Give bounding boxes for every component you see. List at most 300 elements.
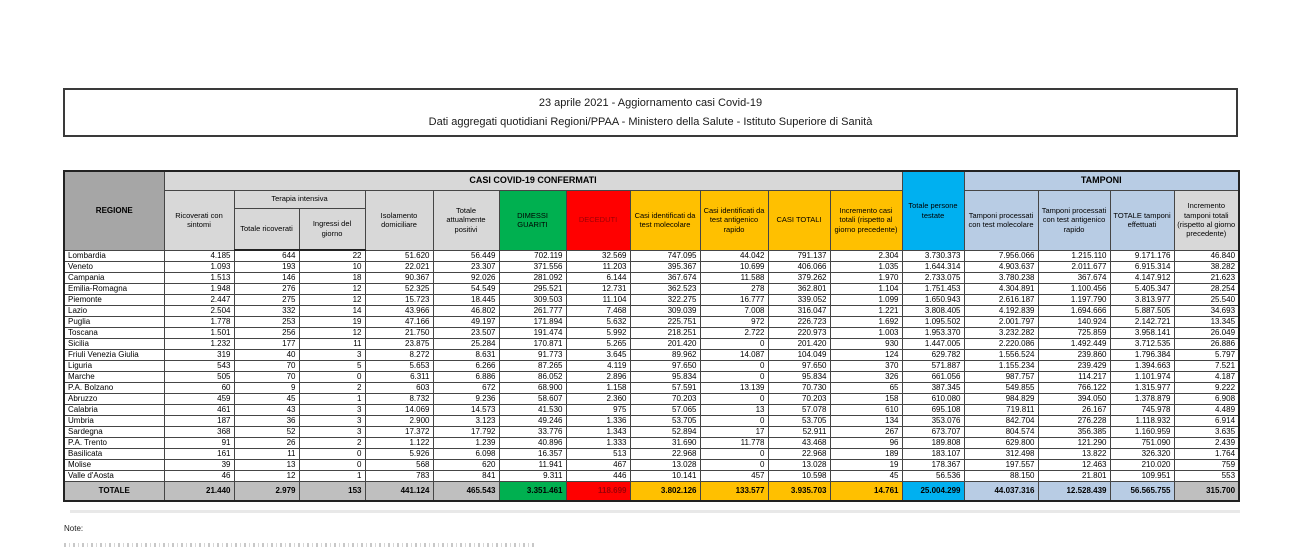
cell-ricoverati-con-sintomi: 2.447 — [164, 294, 234, 305]
cell-terapia-intensiva-totale: 52 — [234, 426, 299, 437]
cell-casi-totali: 70.203 — [768, 393, 830, 404]
cell-incremento-casi-totali: 2.304 — [830, 250, 902, 261]
column-header-casi-antigenico: Casi identificati da test antigenico rapido — [700, 190, 768, 250]
totale-attualmente-positivi: 465.543 — [433, 481, 499, 501]
cell-dimessi-guariti: 16.357 — [499, 448, 566, 459]
cell-tamponi-test-molecolare: 3.780.238 — [964, 272, 1038, 283]
cell-totale-tamponi: 6.915.314 — [1110, 261, 1174, 272]
report-date-title: 23 aprile 2021 - Aggiornamento casi Covid-19 — [538, 97, 763, 109]
cell-casi-test-antigenico: 278 — [700, 283, 768, 294]
table-row — [64, 349, 1239, 360]
group-header-casi-confermati: CASI COVID-19 CONFERMATI — [164, 171, 902, 190]
column-header-tamponi-antigenico: Tamponi processati con test antigenico rapido — [1038, 190, 1110, 250]
cell-incremento-tamponi: 26.049 — [1174, 327, 1239, 338]
cell-casi-test-molecolare: 53.705 — [630, 415, 700, 426]
cell-totale-attualmente-positivi: 841 — [433, 470, 499, 481]
cell-tamponi-test-molecolare: 4.304.891 — [964, 283, 1038, 294]
totale-casi-antigenico: 133.577 — [700, 481, 768, 501]
cell-totale-tamponi: 3.813.977 — [1110, 294, 1174, 305]
cell-casi-totali: 52.911 — [768, 426, 830, 437]
cell-terapia-intensiva-totale: 70 — [234, 371, 299, 382]
region-name: Marche — [64, 371, 164, 382]
cell-totale-attualmente-positivi: 6.266 — [433, 360, 499, 371]
column-header-ricoverati: Ricoverati con sintomi — [164, 190, 234, 250]
region-name: Friuli Venezia Giulia — [64, 349, 164, 360]
region-name: Toscana — [64, 327, 164, 338]
cell-isolamento-domiciliare: 17.372 — [365, 426, 433, 437]
cell-incremento-casi-totali: 1.099 — [830, 294, 902, 305]
cell-casi-test-antigenico: 13 — [700, 404, 768, 415]
column-header-tamponi-molecolare: Tamponi processati con test molecolare — [964, 190, 1038, 250]
cell-terapia-intensiva-totale: 256 — [234, 327, 299, 338]
cell-dimessi-guariti: 309.503 — [499, 294, 566, 305]
column-header-ti-ingressi: Ingressi del giorno — [299, 208, 365, 250]
cell-terapia-intensiva-ingressi: 0 — [299, 448, 365, 459]
cell-ricoverati-con-sintomi: 2.504 — [164, 305, 234, 316]
cell-incremento-casi-totali: 124 — [830, 349, 902, 360]
region-name: Abruzzo — [64, 393, 164, 404]
covid-table-container — [63, 170, 1240, 502]
cell-isolamento-domiciliare: 8.732 — [365, 393, 433, 404]
table-row — [64, 316, 1239, 327]
cell-isolamento-domiciliare: 47.166 — [365, 316, 433, 327]
region-name: Veneto — [64, 261, 164, 272]
cell-casi-test-antigenico: 17 — [700, 426, 768, 437]
totale-isolamento: 441.124 — [365, 481, 433, 501]
cell-ricoverati-con-sintomi: 1.093 — [164, 261, 234, 272]
cell-tamponi-test-molecolare: 549.855 — [964, 382, 1038, 393]
cell-terapia-intensiva-ingressi: 0 — [299, 371, 365, 382]
cell-tamponi-test-antigenico: 239.860 — [1038, 349, 1110, 360]
cell-dimessi-guariti: 371.556 — [499, 261, 566, 272]
cell-tamponi-test-molecolare: 629.800 — [964, 437, 1038, 448]
cell-incremento-casi-totali: 267 — [830, 426, 902, 437]
cell-casi-totali: 339.052 — [768, 294, 830, 305]
cell-totale-persone-testate: 178.367 — [902, 459, 964, 470]
cell-isolamento-domiciliare: 783 — [365, 470, 433, 481]
cell-ricoverati-con-sintomi: 1.513 — [164, 272, 234, 283]
column-header-isolamento: Isolamento domiciliare — [365, 190, 433, 250]
cell-deceduti: 446 — [566, 470, 630, 481]
totale-persone-testate: 25.004.299 — [902, 481, 964, 501]
region-name: Basilicata — [64, 448, 164, 459]
cell-totale-attualmente-positivi: 14.573 — [433, 404, 499, 415]
cell-deceduti: 2.360 — [566, 393, 630, 404]
cell-ricoverati-con-sintomi: 1.948 — [164, 283, 234, 294]
cell-totale-persone-testate: 353.076 — [902, 415, 964, 426]
cell-casi-totali: 316.047 — [768, 305, 830, 316]
cell-incremento-casi-totali: 134 — [830, 415, 902, 426]
cell-ricoverati-con-sintomi: 4.185 — [164, 250, 234, 261]
cell-deceduti: 6.144 — [566, 272, 630, 283]
cell-casi-test-antigenico: 13.139 — [700, 382, 768, 393]
table-row — [64, 415, 1239, 426]
cell-casi-totali: 70.730 — [768, 382, 830, 393]
cell-casi-test-molecolare: 89.962 — [630, 349, 700, 360]
cell-incremento-casi-totali: 96 — [830, 437, 902, 448]
cell-totale-tamponi: 1.315.977 — [1110, 382, 1174, 393]
cell-isolamento-domiciliare: 15.723 — [365, 294, 433, 305]
cell-ricoverati-con-sintomi: 505 — [164, 371, 234, 382]
cell-ricoverati-con-sintomi: 1.232 — [164, 338, 234, 349]
table-row — [64, 305, 1239, 316]
cell-terapia-intensiva-ingressi: 1 — [299, 393, 365, 404]
cell-casi-totali: 104.049 — [768, 349, 830, 360]
cell-totale-tamponi: 745.978 — [1110, 404, 1174, 415]
cell-incremento-casi-totali: 1.003 — [830, 327, 902, 338]
totale-dimessi-guariti: 3.351.461 — [499, 481, 566, 501]
cell-terapia-intensiva-ingressi: 12 — [299, 294, 365, 305]
region-name: Lombardia — [64, 250, 164, 261]
column-header-incremento-tamponi: Incremento tamponi totali (rispetto al giorno precedente) — [1174, 190, 1239, 250]
cell-isolamento-domiciliare: 52.325 — [365, 283, 433, 294]
cell-casi-test-antigenico: 16.777 — [700, 294, 768, 305]
cell-terapia-intensiva-ingressi: 12 — [299, 327, 365, 338]
cell-dimessi-guariti: 295.521 — [499, 283, 566, 294]
truncated-footnote-line — [64, 543, 534, 547]
cell-incremento-tamponi: 13.345 — [1174, 316, 1239, 327]
cell-casi-test-molecolare: 97.650 — [630, 360, 700, 371]
cell-deceduti: 1.158 — [566, 382, 630, 393]
table-row — [64, 294, 1239, 305]
cell-isolamento-domiciliare: 5.653 — [365, 360, 433, 371]
totale-terapia-intensiva: 2.979 — [234, 481, 299, 501]
cell-tamponi-test-antigenico: 1.100.456 — [1038, 283, 1110, 294]
cell-casi-totali: 43.468 — [768, 437, 830, 448]
cell-terapia-intensiva-totale: 12 — [234, 470, 299, 481]
cell-isolamento-domiciliare: 603 — [365, 382, 433, 393]
cell-totale-attualmente-positivi: 54.549 — [433, 283, 499, 294]
cell-ricoverati-con-sintomi: 461 — [164, 404, 234, 415]
cell-tamponi-test-antigenico: 276.228 — [1038, 415, 1110, 426]
cell-casi-totali: 226.723 — [768, 316, 830, 327]
table-row — [64, 404, 1239, 415]
cell-totale-attualmente-positivi: 46.802 — [433, 305, 499, 316]
cell-deceduti: 3.645 — [566, 349, 630, 360]
region-name: Sardegna — [64, 426, 164, 437]
cell-tamponi-test-antigenico: 725.859 — [1038, 327, 1110, 338]
cell-totale-tamponi: 5.887.505 — [1110, 305, 1174, 316]
cell-ricoverati-con-sintomi: 161 — [164, 448, 234, 459]
cell-incremento-tamponi: 26.886 — [1174, 338, 1239, 349]
cell-totale-tamponi: 326.320 — [1110, 448, 1174, 459]
cell-totale-persone-testate: 189.808 — [902, 437, 964, 448]
table-row — [64, 426, 1239, 437]
column-header-attualmente-positivi: Totale attualmente positivi — [433, 190, 499, 250]
region-name: Molise — [64, 459, 164, 470]
cell-dimessi-guariti: 68.900 — [499, 382, 566, 393]
cell-totale-tamponi: 1.160.959 — [1110, 426, 1174, 437]
cell-deceduti: 7.468 — [566, 305, 630, 316]
cell-tamponi-test-molecolare: 3.232.282 — [964, 327, 1038, 338]
cell-dimessi-guariti: 33.776 — [499, 426, 566, 437]
cell-incremento-tamponi: 28.254 — [1174, 283, 1239, 294]
cell-tamponi-test-antigenico: 12.463 — [1038, 459, 1110, 470]
cell-terapia-intensiva-totale: 177 — [234, 338, 299, 349]
cell-dimessi-guariti: 281.092 — [499, 272, 566, 283]
table-row — [64, 261, 1239, 272]
cell-totale-attualmente-positivi: 8.631 — [433, 349, 499, 360]
table-row — [64, 250, 1239, 261]
cell-totale-tamponi: 1.378.879 — [1110, 393, 1174, 404]
cell-totale-persone-testate: 571.887 — [902, 360, 964, 371]
cell-totale-persone-testate: 3.808.405 — [902, 305, 964, 316]
cell-tamponi-test-molecolare: 4.192.839 — [964, 305, 1038, 316]
cell-terapia-intensiva-totale: 11 — [234, 448, 299, 459]
totale-label: TOTALE — [64, 481, 164, 501]
cell-totale-tamponi: 3.712.535 — [1110, 338, 1174, 349]
column-header-casi-molecolare: Casi identificati da test molecolare — [630, 190, 700, 250]
table-drop-shadow — [70, 510, 1240, 513]
cell-terapia-intensiva-totale: 276 — [234, 283, 299, 294]
table-row — [64, 272, 1239, 283]
cell-deceduti: 467 — [566, 459, 630, 470]
cell-totale-persone-testate: 1.650.943 — [902, 294, 964, 305]
cell-casi-test-molecolare: 322.275 — [630, 294, 700, 305]
cell-tamponi-test-antigenico: 114.217 — [1038, 371, 1110, 382]
table-row — [64, 459, 1239, 470]
cell-incremento-tamponi: 4.187 — [1174, 371, 1239, 382]
cell-totale-attualmente-positivi: 6.098 — [433, 448, 499, 459]
cell-incremento-casi-totali: 158 — [830, 393, 902, 404]
cell-deceduti: 12.731 — [566, 283, 630, 294]
cell-casi-totali: 95.834 — [768, 371, 830, 382]
cell-casi-test-antigenico: 0 — [700, 459, 768, 470]
cell-totale-tamponi: 3.958.141 — [1110, 327, 1174, 338]
cell-deceduti: 11.203 — [566, 261, 630, 272]
cell-terapia-intensiva-totale: 43 — [234, 404, 299, 415]
cell-isolamento-domiciliare: 22.021 — [365, 261, 433, 272]
cell-isolamento-domiciliare: 6.311 — [365, 371, 433, 382]
cell-casi-test-molecolare: 367.674 — [630, 272, 700, 283]
cell-incremento-tamponi: 9.222 — [1174, 382, 1239, 393]
cell-ricoverati-con-sintomi: 91 — [164, 437, 234, 448]
cell-tamponi-test-molecolare: 2.001.797 — [964, 316, 1038, 327]
cell-casi-test-antigenico: 0 — [700, 393, 768, 404]
cell-totale-attualmente-positivi: 9.236 — [433, 393, 499, 404]
cell-totale-tamponi: 109.951 — [1110, 470, 1174, 481]
cell-casi-test-antigenico: 457 — [700, 470, 768, 481]
column-header-casi-totali: CASI TOTALI — [768, 190, 830, 250]
cell-casi-test-antigenico: 14.087 — [700, 349, 768, 360]
cell-terapia-intensiva-ingressi: 2 — [299, 382, 365, 393]
totale-tamponi-molecolare: 44.037.316 — [964, 481, 1038, 501]
cell-totale-persone-testate: 1.095.502 — [902, 316, 964, 327]
cell-terapia-intensiva-totale: 13 — [234, 459, 299, 470]
cell-tamponi-test-antigenico: 26.167 — [1038, 404, 1110, 415]
cell-casi-totali: 10.598 — [768, 470, 830, 481]
cell-terapia-intensiva-totale: 9 — [234, 382, 299, 393]
cell-terapia-intensiva-totale: 36 — [234, 415, 299, 426]
cell-casi-test-molecolare: 31.690 — [630, 437, 700, 448]
cell-totale-attualmente-positivi: 3.123 — [433, 415, 499, 426]
cell-tamponi-test-molecolare: 987.757 — [964, 371, 1038, 382]
cell-isolamento-domiciliare: 568 — [365, 459, 433, 470]
cell-deceduti: 5.632 — [566, 316, 630, 327]
table-row — [64, 393, 1239, 404]
cell-incremento-tamponi: 46.840 — [1174, 250, 1239, 261]
cell-terapia-intensiva-totale: 644 — [234, 250, 299, 261]
cell-casi-test-molecolare: 57.591 — [630, 382, 700, 393]
cell-totale-attualmente-positivi: 25.284 — [433, 338, 499, 349]
totale-incremento-casi: 14.761 — [830, 481, 902, 501]
region-name: P.A. Bolzano — [64, 382, 164, 393]
cell-incremento-casi-totali: 370 — [830, 360, 902, 371]
covid-data-table — [63, 170, 1240, 502]
column-header-ti-totale: Totale ricoverati — [234, 208, 299, 250]
cell-deceduti: 4.119 — [566, 360, 630, 371]
cell-ricoverati-con-sintomi: 543 — [164, 360, 234, 371]
cell-totale-attualmente-positivi: 620 — [433, 459, 499, 470]
region-name: P.A. Trento — [64, 437, 164, 448]
cell-tamponi-test-molecolare: 197.557 — [964, 459, 1038, 470]
cell-terapia-intensiva-ingressi: 3 — [299, 404, 365, 415]
cell-tamponi-test-antigenico: 1.215.110 — [1038, 250, 1110, 261]
cell-terapia-intensiva-totale: 332 — [234, 305, 299, 316]
cell-totale-tamponi: 1.118.932 — [1110, 415, 1174, 426]
cell-casi-test-antigenico: 0 — [700, 371, 768, 382]
region-name: Umbria — [64, 415, 164, 426]
totale-tamponi-antigenico: 12.528.439 — [1038, 481, 1110, 501]
column-header-dimessi-guariti: DIMESSI GUARITI — [499, 190, 566, 250]
cell-deceduti: 5.992 — [566, 327, 630, 338]
cell-ricoverati-con-sintomi: 60 — [164, 382, 234, 393]
cell-casi-test-antigenico: 0 — [700, 448, 768, 459]
cell-incremento-casi-totali: 1.692 — [830, 316, 902, 327]
cell-deceduti: 975 — [566, 404, 630, 415]
column-header-persone-testate: Totale persone testate — [902, 171, 964, 250]
cell-deceduti: 5.265 — [566, 338, 630, 349]
cell-casi-test-antigenico: 0 — [700, 360, 768, 371]
totale-ricoverati: 21.440 — [164, 481, 234, 501]
cell-incremento-tamponi: 34.693 — [1174, 305, 1239, 316]
cell-casi-test-antigenico: 2.722 — [700, 327, 768, 338]
cell-totale-persone-testate: 1.751.453 — [902, 283, 964, 294]
cell-incremento-casi-totali: 1.035 — [830, 261, 902, 272]
cell-terapia-intensiva-ingressi: 19 — [299, 316, 365, 327]
cell-tamponi-test-antigenico: 1.197.790 — [1038, 294, 1110, 305]
cell-incremento-tamponi: 21.623 — [1174, 272, 1239, 283]
cell-ricoverati-con-sintomi: 368 — [164, 426, 234, 437]
cell-casi-totali: 22.968 — [768, 448, 830, 459]
cell-tamponi-test-antigenico: 1.492.449 — [1038, 338, 1110, 349]
cell-casi-test-antigenico: 0 — [700, 415, 768, 426]
cell-totale-attualmente-positivi: 49.197 — [433, 316, 499, 327]
cell-terapia-intensiva-ingressi: 5 — [299, 360, 365, 371]
cell-totale-tamponi: 1.796.384 — [1110, 349, 1174, 360]
cell-tamponi-test-molecolare: 719.811 — [964, 404, 1038, 415]
cell-deceduti: 1.343 — [566, 426, 630, 437]
cell-casi-totali: 379.262 — [768, 272, 830, 283]
cell-ricoverati-con-sintomi: 39 — [164, 459, 234, 470]
cell-totale-tamponi: 5.405.347 — [1110, 283, 1174, 294]
table-body — [64, 250, 1239, 481]
cell-isolamento-domiciliare: 23.875 — [365, 338, 433, 349]
cell-tamponi-test-antigenico: 239.429 — [1038, 360, 1110, 371]
cell-ricoverati-con-sintomi: 1.501 — [164, 327, 234, 338]
report-source-subtitle: Dati aggregati quotidiani Regioni/PPAA - Ministero della Salute - Istituto Superiore di Sanità — [428, 116, 873, 128]
cell-casi-test-antigenico: 972 — [700, 316, 768, 327]
table-row — [64, 470, 1239, 481]
cell-dimessi-guariti: 261.777 — [499, 305, 566, 316]
cell-dimessi-guariti: 170.871 — [499, 338, 566, 349]
cell-casi-test-antigenico: 44.042 — [700, 250, 768, 261]
cell-terapia-intensiva-totale: 253 — [234, 316, 299, 327]
totale-totale-tamponi: 56.565.755 — [1110, 481, 1174, 501]
cell-tamponi-test-molecolare: 4.903.637 — [964, 261, 1038, 272]
cell-isolamento-domiciliare: 5.926 — [365, 448, 433, 459]
cell-incremento-casi-totali: 65 — [830, 382, 902, 393]
cell-incremento-tamponi: 38.282 — [1174, 261, 1239, 272]
cell-ricoverati-con-sintomi: 1.778 — [164, 316, 234, 327]
cell-isolamento-domiciliare: 14.069 — [365, 404, 433, 415]
cell-isolamento-domiciliare: 1.122 — [365, 437, 433, 448]
cell-incremento-tamponi: 6.914 — [1174, 415, 1239, 426]
cell-incremento-tamponi: 3.635 — [1174, 426, 1239, 437]
cell-totale-persone-testate: 3.730.373 — [902, 250, 964, 261]
cell-totale-persone-testate: 673.707 — [902, 426, 964, 437]
cell-totale-attualmente-positivi: 23.307 — [433, 261, 499, 272]
region-name: Piemonte — [64, 294, 164, 305]
cell-tamponi-test-molecolare: 1.155.234 — [964, 360, 1038, 371]
table-row — [64, 327, 1239, 338]
cell-totale-attualmente-positivi: 1.239 — [433, 437, 499, 448]
cell-tamponi-test-molecolare: 312.498 — [964, 448, 1038, 459]
cell-deceduti: 1.336 — [566, 415, 630, 426]
cell-terapia-intensiva-ingressi: 3 — [299, 415, 365, 426]
cell-terapia-intensiva-ingressi: 22 — [299, 250, 365, 261]
column-header-totale-tamponi: TOTALE tamponi effettuati — [1110, 190, 1174, 250]
column-header-deceduti: DECEDUTI — [566, 190, 630, 250]
cell-tamponi-test-molecolare: 2.616.187 — [964, 294, 1038, 305]
cell-dimessi-guariti: 191.474 — [499, 327, 566, 338]
cell-isolamento-domiciliare: 8.272 — [365, 349, 433, 360]
table-row — [64, 338, 1239, 349]
cell-tamponi-test-molecolare: 842.704 — [964, 415, 1038, 426]
cell-totale-tamponi: 2.142.721 — [1110, 316, 1174, 327]
cell-casi-test-molecolare: 201.420 — [630, 338, 700, 349]
cell-casi-test-molecolare: 225.751 — [630, 316, 700, 327]
cell-terapia-intensiva-totale: 26 — [234, 437, 299, 448]
cell-casi-totali: 97.650 — [768, 360, 830, 371]
cell-deceduti: 11.104 — [566, 294, 630, 305]
totale-casi-totali: 3.935.703 — [768, 481, 830, 501]
cell-incremento-tamponi: 2.439 — [1174, 437, 1239, 448]
column-header-regione: REGIONE — [64, 171, 164, 250]
region-name: Campania — [64, 272, 164, 283]
table-footer — [64, 481, 1239, 501]
cell-casi-test-molecolare: 362.523 — [630, 283, 700, 294]
cell-totale-attualmente-positivi: 56.449 — [433, 250, 499, 261]
group-header-terapia-intensiva: Terapia intensiva — [234, 190, 365, 208]
cell-tamponi-test-antigenico: 140.924 — [1038, 316, 1110, 327]
cell-tamponi-test-molecolare: 88.150 — [964, 470, 1038, 481]
cell-casi-test-molecolare: 10.141 — [630, 470, 700, 481]
cell-dimessi-guariti: 40.896 — [499, 437, 566, 448]
cell-isolamento-domiciliare: 51.620 — [365, 250, 433, 261]
cell-terapia-intensiva-ingressi: 0 — [299, 459, 365, 470]
cell-isolamento-domiciliare: 21.750 — [365, 327, 433, 338]
totale-incremento-tamponi: 315.700 — [1174, 481, 1239, 501]
cell-incremento-tamponi: 7.521 — [1174, 360, 1239, 371]
cell-deceduti: 513 — [566, 448, 630, 459]
cell-ricoverati-con-sintomi: 187 — [164, 415, 234, 426]
cell-totale-persone-testate: 1.644.314 — [902, 261, 964, 272]
cell-deceduti: 32.569 — [566, 250, 630, 261]
cell-terapia-intensiva-ingressi: 3 — [299, 349, 365, 360]
table-row — [64, 360, 1239, 371]
cell-tamponi-test-antigenico: 121.290 — [1038, 437, 1110, 448]
